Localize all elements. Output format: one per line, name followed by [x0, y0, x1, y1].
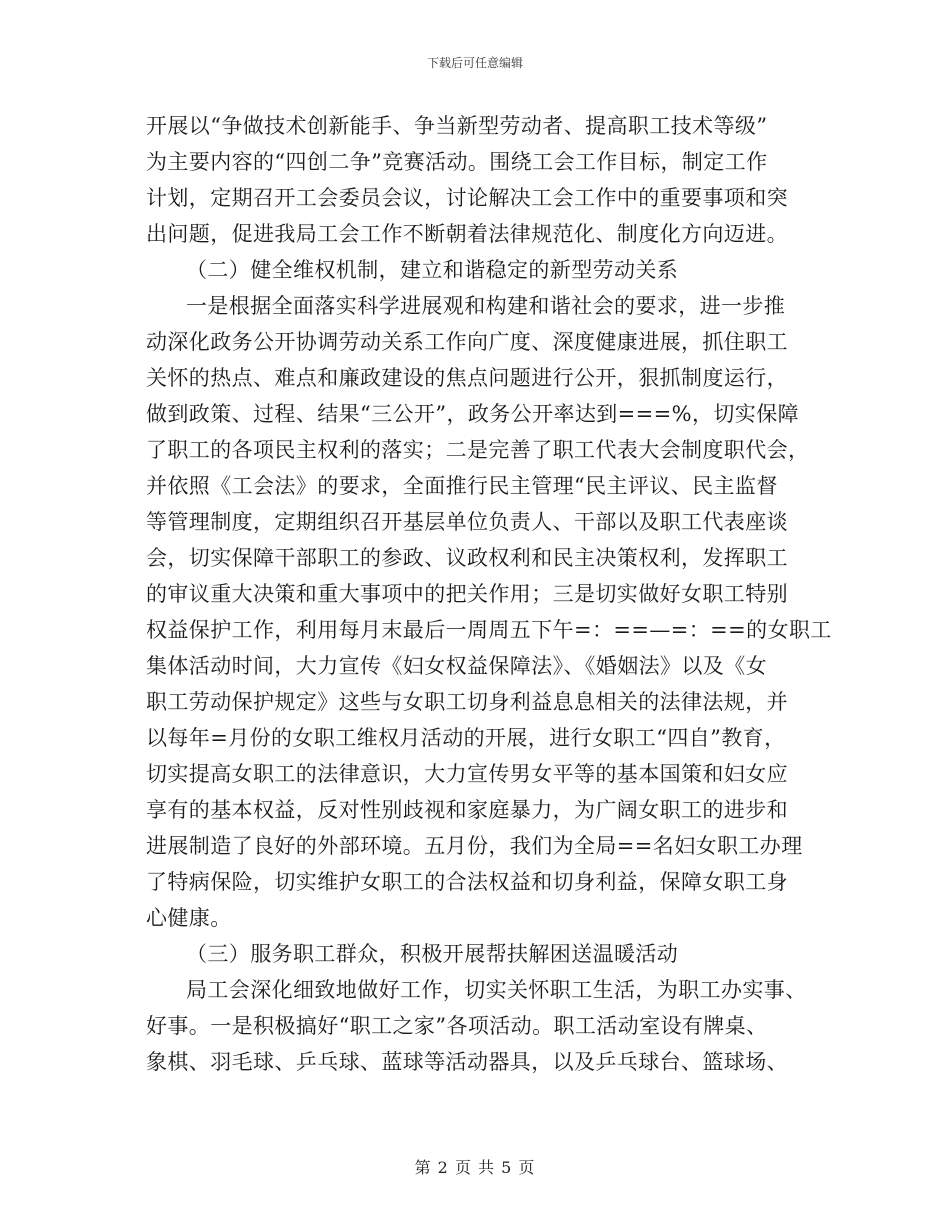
text-line: 职工劳动保护规定》这些与女职工切身利益息息相关的法律法规，并: [146, 690, 788, 714]
text-line: 了特病保险，切实维护女职工的合法权益和切身利益，保障女职工身: [146, 870, 788, 894]
text-line: 享有的基本权益，反对性别歧视和家庭暴力，为广阔女职工的进步和: [146, 798, 788, 822]
text-line: 等管理制度，定期组织召开基层单位负责人、干部以及职工代表座谈: [146, 510, 788, 534]
text-line: （二）健全维权机制，建立和谐稳定的新型劳动关系: [186, 258, 679, 282]
text-line: 进展制造了良好的外部环境。五月份，我们为全局==名妇女职工办理: [146, 834, 803, 858]
text-line: 关怀的热点、难点和廉政建设的焦点问题进行公开，狠抓制度运行，: [146, 366, 788, 390]
text-line: 切实提高女职工的法律意识，大力宣传男女平等的基本国策和妇女应: [146, 762, 788, 786]
text-line: 动深化政务公开协调劳动关系工作向广度、深度健康进展，抓住职工: [146, 330, 788, 354]
text-line: 会，切实保障干部职工的参政、议政权利和民主决策权利，发挥职工: [146, 546, 788, 570]
text-line: 做到政策、过程、结果“三公开”，政务公开率达到===%，切实保障: [146, 402, 800, 426]
text-line: 权益保护工作，利用每月末最后一周周五下午=：==—=：==的女职工: [146, 618, 832, 642]
text-line: 计划，定期召开工会委员会议，讨论解决工会工作中的重要事项和突: [146, 186, 788, 210]
text-line: 象棋、羽毛球、乒乓球、蓝球等活动器具，以及乒乓球台、篮球场、: [146, 1050, 788, 1074]
text-line: 心健康。: [146, 906, 232, 930]
page-footer: 第 2 页 共 5 页: [414, 1158, 536, 1177]
text-line: 出问题，促进我局工会工作不断朝着法律规范化、制度化方向迈进。: [146, 222, 788, 246]
text-line: 并依照《工会法》的要求，全面推行民主管理“民主评议、民主监督: [146, 474, 778, 498]
text-line: 一是根据全面落实科学进展观和构建和谐社会的要求，进一步推: [186, 294, 786, 318]
text-line: 好事。一是积极搞好“职工之家”各项活动。职工活动室设有牌桌、: [146, 1014, 768, 1038]
text-line: 集体活动时间，大力宣传《妇女权益保障法》、《婚姻法》以及《女: [146, 654, 767, 678]
text-line: 开展以“争做技术创新能手、争当新型劳动者、提高职工技术等级”: [146, 114, 768, 138]
text-line: （三）服务职工群众，积极开展帮扶解困送温暖活动: [186, 942, 679, 966]
text-line: 的审议重大决策和重大事项中的把关作用；三是切实做好女职工特别: [146, 582, 788, 606]
text-line: 了职工的各项民主权利的落实；二是完善了职工代表大会制度职代会，: [146, 438, 810, 462]
text-line: 以每年=月份的女职工维权月活动的开展，进行女职工“四自”教育，: [146, 726, 786, 750]
page-header: 下载后可任意编辑: [426, 56, 523, 70]
text-line: 局工会深化细致地做好工作，切实关怀职工生活，为职工办实事、: [186, 978, 807, 1002]
text-line: 为主要内容的“四创二争”竞赛活动。围绕工会工作目标，制定工作: [146, 150, 768, 174]
